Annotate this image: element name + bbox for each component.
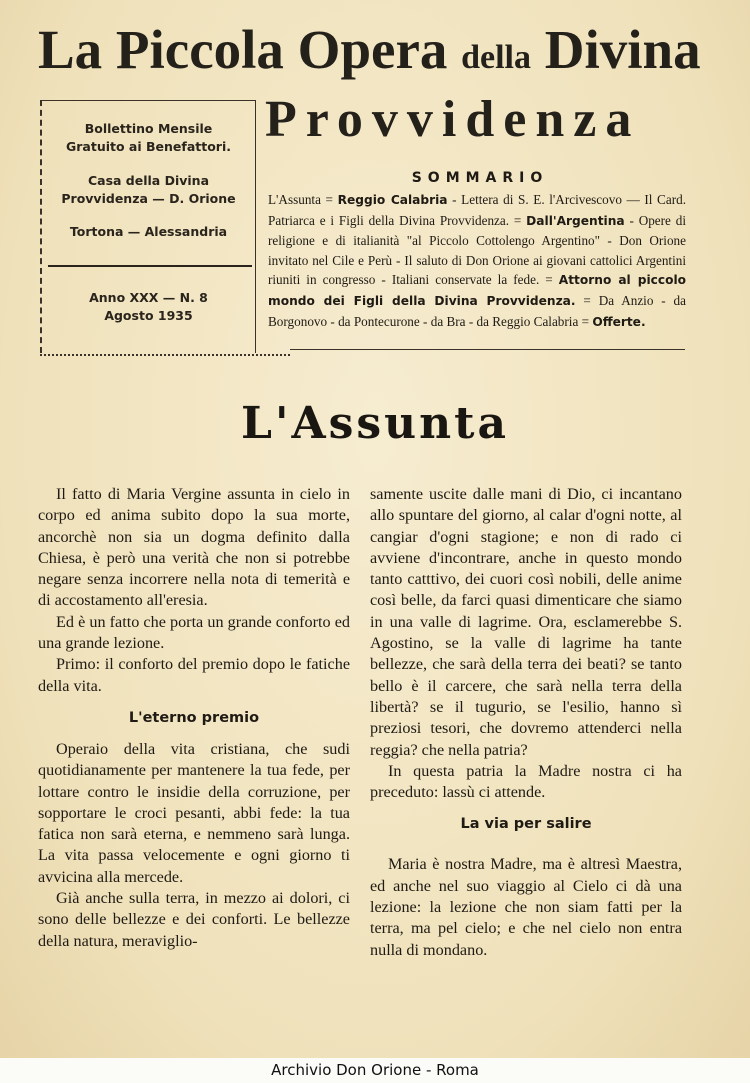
masthead-part2: della bbox=[461, 39, 532, 76]
info-box-divider bbox=[48, 265, 252, 267]
masthead-title-second-line: Provvidenza bbox=[265, 91, 641, 148]
column-right bbox=[370, 484, 682, 961]
info-line-2: Gratuito ai Benefattori. bbox=[66, 139, 231, 154]
left-paragraph-2: Ed è un fatto che porta un grande conforto ed una grande lezione. bbox=[38, 612, 350, 653]
right-paragraph-3: Maria è nostra Madre, ma è altresì Maestra, ed anche nel suo viaggio al Cielo ci dà una lezione: la lezione che non siam fatti per la terra, ma pel cielo; e che nel cielo non entra nulla di mondano. bbox=[370, 855, 682, 959]
sommario-s3: - Lettera di S. E. l'Arcivescovo — Il Card. Patriarca e i Figli della Divina Provvidenza. = bbox=[268, 192, 686, 228]
column-left bbox=[38, 484, 350, 952]
info-line-7: Agosto 1935 bbox=[104, 308, 193, 323]
sommario-s7: = Da Anzio - da Borgonovo - da Pontecurone - da Bra - da Reggio Calabria = bbox=[268, 292, 686, 329]
sommario-s4: Dall'Argentina bbox=[526, 213, 625, 228]
info-box bbox=[40, 100, 256, 353]
sommario-s2: Reggio Calabria bbox=[337, 193, 448, 207]
ornamental-border bbox=[40, 346, 290, 356]
right-paragraph-1: samente uscite dalle mani di Dio, ci incantano allo spuntare del giorno, al calar d'ogni notte, al cangiar d'ogni stagione; e non di rado ci avviene d'incontrare, anche in questo mondo tanto catttivo, dei cuori così nobili, delle anime così belle, da farci quasi dimenticare che siamo in una valle di lagrime. Ora, esclamerebbe S. Agostino, se la valle di lagrime ha tante bellezze, che sarà della terra dei beati? se tanto bello è il carcere, che sarà nella terra della libertà? se il tugurio, se l'esilio, hanno sì preziosi tesori, che dovremo attenderci nella reggia? che nella patria? bbox=[370, 485, 682, 759]
info-line-1: Bollettino Mensile bbox=[84, 121, 213, 136]
masthead-part1: La Piccola Opera bbox=[38, 19, 448, 80]
article-title: L'Assunta bbox=[241, 398, 509, 449]
section-heading-eterno-premio: L'eterno premio bbox=[128, 709, 260, 726]
sommario-s1: L'Assunta = bbox=[268, 192, 338, 207]
sommario-heading: SOMMARIO bbox=[411, 170, 549, 186]
left-paragraph-4: Operaio della vita cristiana, che sudi quotidianamente per mantenere la tua fede, per lottare contro le insidie della corruzione, per sopportare le croci pesanti, abbi fede: la tua fatica non sarà eterna, e nemmeno sarà lunga. La vita passa velocemente e ogni giorno ti avvicina alla mercede. bbox=[38, 739, 350, 886]
left-paragraph-3: Primo: il conforto del premio dopo le fatiche della vita. bbox=[38, 655, 350, 695]
masthead-title bbox=[38, 18, 718, 81]
info-line-5: Tortona — Alessandria bbox=[69, 224, 228, 239]
left-paragraph-5: Già anche sulla terra, in mezzo ai dolori, ci sono delle bellezze e dei conforti. Le bellezze della natura, meraviglio- bbox=[38, 889, 350, 950]
sommario-text bbox=[268, 190, 686, 332]
left-paragraph-1: Il fatto di Maria Vergine assunta in cielo in corpo ed anima subito dopo la sua morte, ancorchè non sia un dogma definito dalla Chiesa, è però una verità che non si potrebbe negare senza incorrere nella nota di temerità e di accostamento all'eresia. bbox=[38, 485, 350, 610]
right-paragraph-2: In questa patria la Madre nostra ci ha preceduto: lassù ci attende. bbox=[370, 761, 682, 802]
sommario-s6: Attorno al piccolo mondo dei Figli della Divina Provvidenza. bbox=[268, 273, 686, 308]
masthead-part3: Divina bbox=[544, 19, 701, 80]
archive-footer: Archivio Don Orione - Roma bbox=[0, 1058, 750, 1083]
sommario-s5: - Opere di religione e di italianità "al Piccolo Cottolengo Argentino" - Don Orione invitato nel Cile e Perù - Il saluto di Don Orione ai giovani cattolici Argentini riuniti in congresso - Italiani conservate la fede. = bbox=[268, 212, 686, 288]
info-line-3: Casa della Divina bbox=[87, 173, 210, 188]
header-rule bbox=[290, 349, 685, 350]
sommario-s8: Offerte. bbox=[592, 314, 646, 329]
section-heading-via-per-salire: La via per salire bbox=[460, 816, 592, 833]
info-line-4: Provvidenza — D. Orione bbox=[61, 191, 236, 206]
info-line-6: Anno XXX — N. 8 bbox=[89, 290, 208, 305]
